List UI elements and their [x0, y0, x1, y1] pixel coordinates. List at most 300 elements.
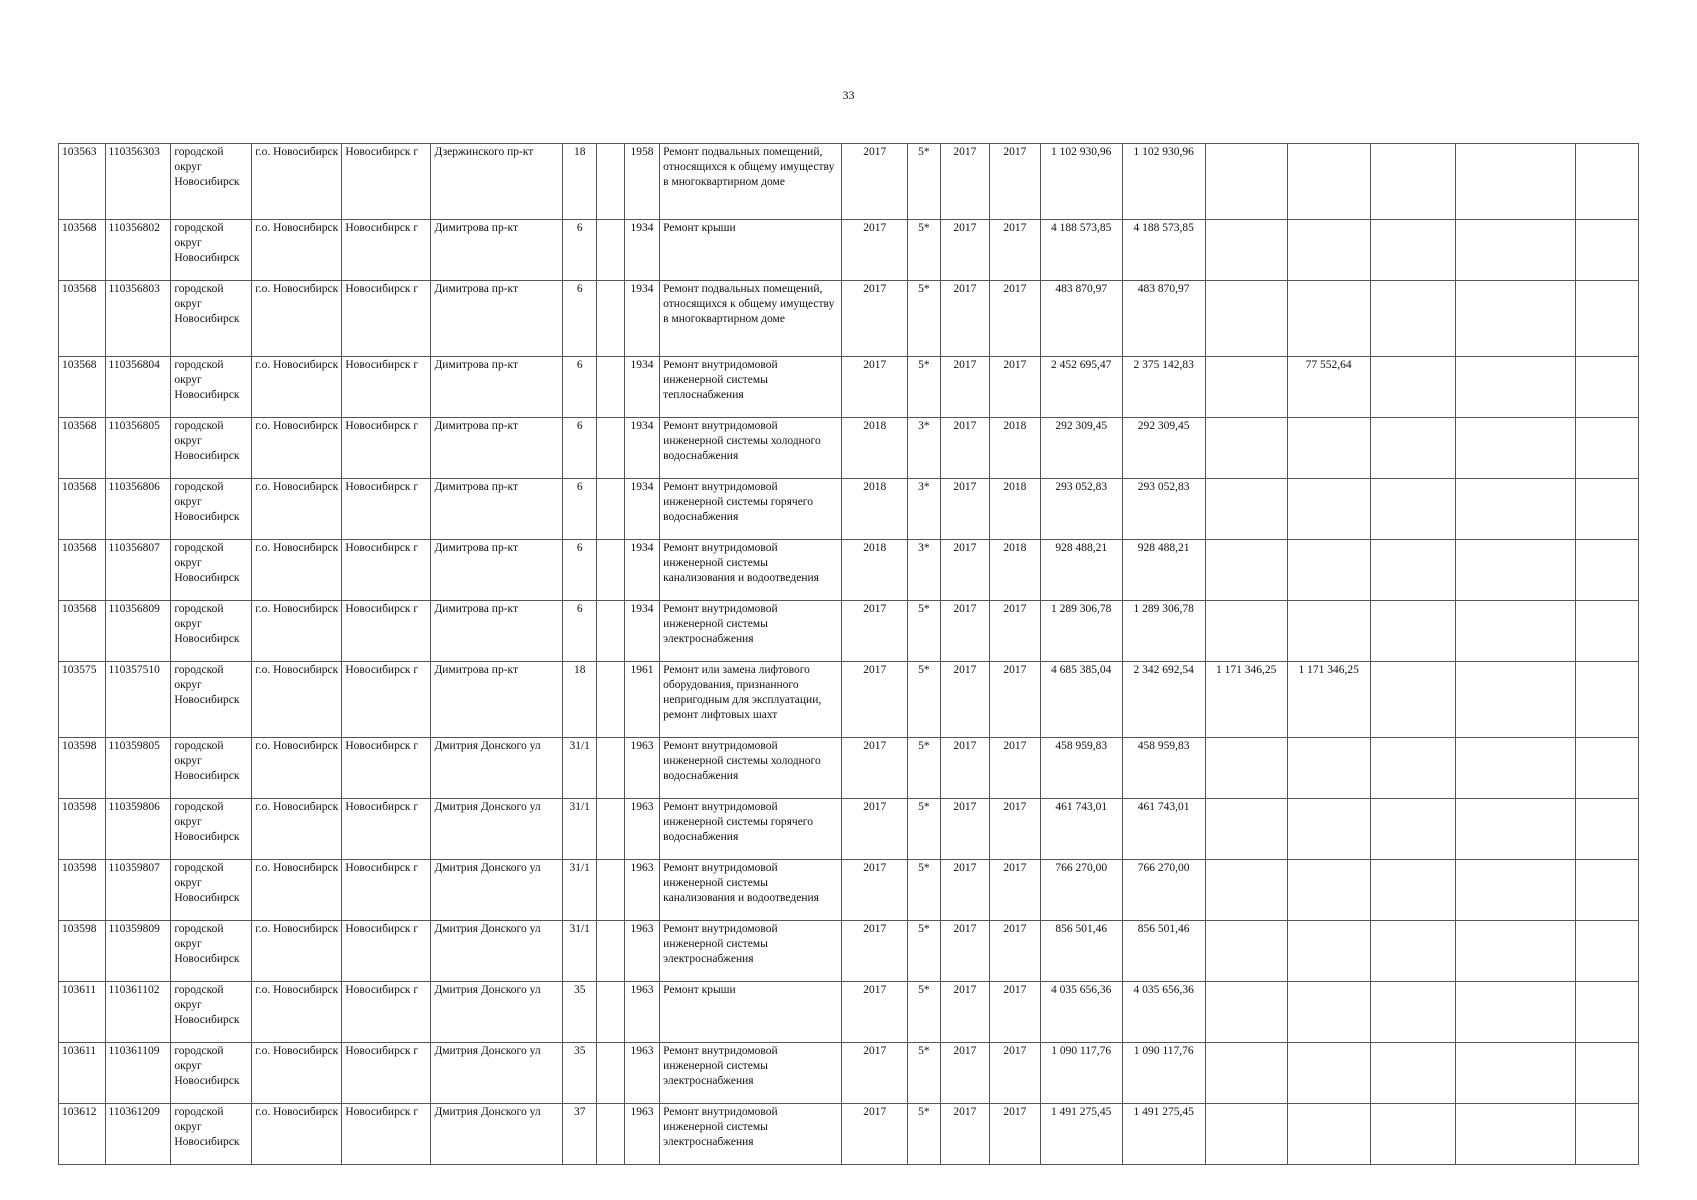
municipality-cell: городской округ Новосибирск — [171, 418, 252, 479]
building-cell — [597, 982, 624, 1043]
plan-year-cell: 2017 — [842, 799, 908, 860]
owners-cost-cell — [1455, 1104, 1575, 1165]
regional-cost-cell: 1 171 346,25 — [1287, 662, 1370, 738]
fund-cost-cell: 458 959,83 — [1122, 738, 1205, 799]
regional-cost-cell — [1287, 144, 1370, 220]
house-number-cell: 6 — [563, 220, 597, 281]
regional-cost-cell — [1287, 1104, 1370, 1165]
total-cost-cell: 1 491 275,45 — [1040, 1104, 1122, 1165]
work-type-cell: Ремонт внутридомовой инженерной системы холодного водоснабжения — [660, 738, 842, 799]
municipality-cell: городской округ Новосибирск — [171, 799, 252, 860]
local-cost-cell — [1370, 601, 1455, 662]
settlement-cell: Новосибирск г — [342, 220, 431, 281]
local-cost-cell — [1370, 144, 1455, 220]
settlement-cell: Новосибирск г — [342, 144, 431, 220]
settlement-cell: Новосибирск г — [342, 921, 431, 982]
local-cost-cell — [1370, 738, 1455, 799]
year-built-cell: 1963 — [624, 1104, 659, 1165]
total-cost-cell: 4 188 573,85 — [1040, 220, 1122, 281]
table-row — [59, 799, 1639, 860]
owners-cost-cell — [1455, 418, 1575, 479]
work-id-cell: 110359807 — [105, 860, 171, 921]
federal-cost-cell: 1 171 346,25 — [1205, 662, 1287, 738]
table-row — [59, 357, 1639, 418]
fund-cost-cell: 292 309,45 — [1122, 418, 1205, 479]
street-cell: Дмитрия Донского ул — [431, 799, 563, 860]
end-year-cell: 2017 — [990, 357, 1041, 418]
start-year-cell: 2017 — [940, 418, 990, 479]
house-id-cell: 103568 — [59, 418, 106, 479]
fund-cost-cell: 4 035 656,36 — [1122, 982, 1205, 1043]
federal-cost-cell — [1205, 982, 1287, 1043]
start-year-cell: 2017 — [940, 601, 990, 662]
end-year-cell: 2017 — [990, 144, 1041, 220]
building-cell — [597, 921, 624, 982]
table-row — [59, 860, 1639, 921]
street-cell: Димитрова пр-кт — [431, 662, 563, 738]
work-id-cell: 110359806 — [105, 799, 171, 860]
regional-cost-cell — [1287, 281, 1370, 357]
table-row — [59, 540, 1639, 601]
building-cell — [597, 144, 624, 220]
house-id-cell: 103563 — [59, 144, 106, 220]
house-id-cell: 103611 — [59, 1043, 106, 1104]
total-cost-cell: 928 488,21 — [1040, 540, 1122, 601]
plan-year-cell: 2017 — [842, 1043, 908, 1104]
house-number-cell: 6 — [563, 540, 597, 601]
street-cell: Дмитрия Донского ул — [431, 982, 563, 1043]
house-id-cell: 103568 — [59, 601, 106, 662]
federal-cost-cell — [1205, 144, 1287, 220]
street-cell: Димитрова пр-кт — [431, 479, 563, 540]
extra-cell — [1576, 982, 1639, 1043]
house-number-cell: 18 — [563, 662, 597, 738]
end-year-cell: 2017 — [990, 799, 1041, 860]
start-year-cell: 2017 — [940, 921, 990, 982]
regional-cost-cell — [1287, 799, 1370, 860]
end-year-cell: 2017 — [990, 220, 1041, 281]
end-year-cell: 2017 — [990, 860, 1041, 921]
end-year-cell: 2017 — [990, 662, 1041, 738]
regional-cost-cell — [1287, 601, 1370, 662]
extra-cell — [1576, 799, 1639, 860]
house-id-cell: 103575 — [59, 662, 106, 738]
street-cell: Димитрова пр-кт — [431, 220, 563, 281]
work-type-cell: Ремонт внутридомовой инженерной системы горячего водоснабжения — [660, 479, 842, 540]
start-year-cell: 2017 — [940, 540, 990, 601]
end-year-cell: 2018 — [990, 540, 1041, 601]
fund-cost-cell: 1 289 306,78 — [1122, 601, 1205, 662]
plan-year-cell: 2017 — [842, 921, 908, 982]
start-year-cell: 2017 — [940, 357, 990, 418]
plan-year-cell: 2017 — [842, 1104, 908, 1165]
year-built-cell: 1963 — [624, 982, 659, 1043]
plan-year-cell: 2018 — [842, 479, 908, 540]
settlement-cell: Новосибирск г — [342, 601, 431, 662]
year-built-cell: 1934 — [624, 220, 659, 281]
settlement-cell: Новосибирск г — [342, 860, 431, 921]
total-cost-cell: 856 501,46 — [1040, 921, 1122, 982]
regional-cost-cell — [1287, 921, 1370, 982]
fund-cost-cell: 461 743,01 — [1122, 799, 1205, 860]
plan-year-cell: 2018 — [842, 540, 908, 601]
table-row — [59, 921, 1639, 982]
plan-year-cell: 2017 — [842, 860, 908, 921]
house-id-cell: 103598 — [59, 799, 106, 860]
capital-repair-table — [58, 143, 1639, 1165]
year-built-cell: 1934 — [624, 281, 659, 357]
extra-cell — [1576, 1104, 1639, 1165]
house-number-cell: 37 — [563, 1104, 597, 1165]
owners-cost-cell — [1455, 738, 1575, 799]
owners-cost-cell — [1455, 144, 1575, 220]
street-cell: Димитрова пр-кт — [431, 540, 563, 601]
end-year-cell: 2017 — [990, 921, 1041, 982]
settlement-cell: Новосибирск г — [342, 1043, 431, 1104]
fund-cost-cell: 2 375 142,83 — [1122, 357, 1205, 418]
house-id-cell: 103611 — [59, 982, 106, 1043]
total-cost-cell: 483 870,97 — [1040, 281, 1122, 357]
settlement-cell: Новосибирск г — [342, 540, 431, 601]
work-type-cell: Ремонт внутридомовой инженерной системы канализования и водоотведения — [660, 540, 842, 601]
federal-cost-cell — [1205, 540, 1287, 601]
regional-cost-cell — [1287, 738, 1370, 799]
local-cost-cell — [1370, 982, 1455, 1043]
year-built-cell: 1963 — [624, 799, 659, 860]
settlement-cell: Новосибирск г — [342, 799, 431, 860]
municipality-cell: городской округ Новосибирск — [171, 281, 252, 357]
house-id-cell: 103568 — [59, 357, 106, 418]
category-cell: 5* — [908, 144, 940, 220]
municipality-cell: городской округ Новосибирск — [171, 1043, 252, 1104]
work-type-cell: Ремонт внутридомовой инженерной системы электроснабжения — [660, 1104, 842, 1165]
local-cost-cell — [1370, 799, 1455, 860]
house-number-cell: 6 — [563, 418, 597, 479]
street-cell: Димитрова пр-кт — [431, 281, 563, 357]
extra-cell — [1576, 418, 1639, 479]
building-cell — [597, 281, 624, 357]
plan-year-cell: 2017 — [842, 281, 908, 357]
federal-cost-cell — [1205, 418, 1287, 479]
municipality-cell: городской округ Новосибирск — [171, 479, 252, 540]
extra-cell — [1576, 357, 1639, 418]
category-cell: 5* — [908, 738, 940, 799]
settlement-cell: Новосибирск г — [342, 662, 431, 738]
local-cost-cell — [1370, 220, 1455, 281]
plan-year-cell: 2017 — [842, 220, 908, 281]
fund-cost-cell: 766 270,00 — [1122, 860, 1205, 921]
start-year-cell: 2017 — [940, 982, 990, 1043]
settlement-cell: Новосибирск г — [342, 738, 431, 799]
regional-cost-cell — [1287, 540, 1370, 601]
owners-cost-cell — [1455, 220, 1575, 281]
extra-cell — [1576, 540, 1639, 601]
extra-cell — [1576, 1043, 1639, 1104]
extra-cell — [1576, 479, 1639, 540]
owners-cost-cell — [1455, 601, 1575, 662]
category-cell: 5* — [908, 281, 940, 357]
street-cell: Дмитрия Донского ул — [431, 1104, 563, 1165]
owners-cost-cell — [1455, 662, 1575, 738]
owners-cost-cell — [1455, 921, 1575, 982]
house-id-cell: 103598 — [59, 921, 106, 982]
house-number-cell: 35 — [563, 982, 597, 1043]
house-number-cell: 6 — [563, 357, 597, 418]
house-number-cell: 31/1 — [563, 799, 597, 860]
building-cell — [597, 799, 624, 860]
table-row — [59, 662, 1639, 738]
owners-cost-cell — [1455, 281, 1575, 357]
plan-year-cell: 2018 — [842, 418, 908, 479]
extra-cell — [1576, 738, 1639, 799]
category-cell: 5* — [908, 220, 940, 281]
district-cell: г.о. Новосибирск — [252, 220, 342, 281]
start-year-cell: 2017 — [940, 144, 990, 220]
owners-cost-cell — [1455, 860, 1575, 921]
municipality-cell: городской округ Новосибирск — [171, 1104, 252, 1165]
category-cell: 5* — [908, 1104, 940, 1165]
regional-cost-cell — [1287, 418, 1370, 479]
extra-cell — [1576, 281, 1639, 357]
house-id-cell: 103568 — [59, 281, 106, 357]
table-row — [59, 601, 1639, 662]
category-cell: 5* — [908, 921, 940, 982]
street-cell: Димитрова пр-кт — [431, 601, 563, 662]
year-built-cell: 1934 — [624, 601, 659, 662]
district-cell: г.о. Новосибирск — [252, 799, 342, 860]
federal-cost-cell — [1205, 799, 1287, 860]
year-built-cell: 1961 — [624, 662, 659, 738]
work-type-cell: Ремонт крыши — [660, 982, 842, 1043]
house-number-cell: 18 — [563, 144, 597, 220]
district-cell: г.о. Новосибирск — [252, 601, 342, 662]
house-id-cell: 103568 — [59, 540, 106, 601]
extra-cell — [1576, 860, 1639, 921]
work-type-cell: Ремонт внутридомовой инженерной системы электроснабжения — [660, 601, 842, 662]
street-cell: Дзержинского пр-кт — [431, 144, 563, 220]
category-cell: 5* — [908, 662, 940, 738]
start-year-cell: 2017 — [940, 479, 990, 540]
municipality-cell: городской округ Новосибирск — [171, 601, 252, 662]
work-id-cell: 110359809 — [105, 921, 171, 982]
settlement-cell: Новосибирск г — [342, 1104, 431, 1165]
table-row — [59, 982, 1639, 1043]
category-cell: 5* — [908, 1043, 940, 1104]
plan-year-cell: 2017 — [842, 738, 908, 799]
year-built-cell: 1963 — [624, 860, 659, 921]
end-year-cell: 2018 — [990, 418, 1041, 479]
district-cell: г.о. Новосибирск — [252, 662, 342, 738]
building-cell — [597, 418, 624, 479]
house-number-cell: 31/1 — [563, 921, 597, 982]
fund-cost-cell: 928 488,21 — [1122, 540, 1205, 601]
total-cost-cell: 293 052,83 — [1040, 479, 1122, 540]
federal-cost-cell — [1205, 1104, 1287, 1165]
category-cell: 3* — [908, 540, 940, 601]
house-number-cell: 6 — [563, 281, 597, 357]
district-cell: г.о. Новосибирск — [252, 357, 342, 418]
year-built-cell: 1934 — [624, 418, 659, 479]
regional-cost-cell: 77 552,64 — [1287, 357, 1370, 418]
start-year-cell: 2017 — [940, 281, 990, 357]
end-year-cell: 2017 — [990, 738, 1041, 799]
table-row — [59, 281, 1639, 357]
end-year-cell: 2017 — [990, 281, 1041, 357]
building-cell — [597, 357, 624, 418]
work-id-cell: 110356804 — [105, 357, 171, 418]
regional-cost-cell — [1287, 220, 1370, 281]
page-number: 33 — [842, 88, 855, 102]
district-cell: г.о. Новосибирск — [252, 479, 342, 540]
category-cell: 5* — [908, 860, 940, 921]
building-cell — [597, 738, 624, 799]
plan-year-cell: 2017 — [842, 662, 908, 738]
settlement-cell: Новосибирск г — [342, 357, 431, 418]
work-type-cell: Ремонт или замена лифтового оборудования, признанного непригодным для эксплуатации, ремонт лифтовых шахт — [660, 662, 842, 738]
work-type-cell: Ремонт крыши — [660, 220, 842, 281]
local-cost-cell — [1370, 281, 1455, 357]
building-cell — [597, 540, 624, 601]
fund-cost-cell: 1 090 117,76 — [1122, 1043, 1205, 1104]
category-cell: 5* — [908, 357, 940, 418]
street-cell: Дмитрия Донского ул — [431, 738, 563, 799]
local-cost-cell — [1370, 662, 1455, 738]
work-id-cell: 110356802 — [105, 220, 171, 281]
year-built-cell: 1934 — [624, 479, 659, 540]
extra-cell — [1576, 601, 1639, 662]
street-cell: Дмитрия Донского ул — [431, 921, 563, 982]
work-type-cell: Ремонт подвальных помещений, относящихся к общему имуществу в многоквартирном доме — [660, 144, 842, 220]
year-built-cell: 1958 — [624, 144, 659, 220]
work-id-cell: 110361109 — [105, 1043, 171, 1104]
table-row — [59, 479, 1639, 540]
year-built-cell: 1963 — [624, 738, 659, 799]
table-row — [59, 144, 1639, 220]
house-id-cell: 103598 — [59, 860, 106, 921]
owners-cost-cell — [1455, 540, 1575, 601]
table-row — [59, 418, 1639, 479]
total-cost-cell: 1 102 930,96 — [1040, 144, 1122, 220]
category-cell: 5* — [908, 799, 940, 860]
end-year-cell: 2017 — [990, 982, 1041, 1043]
regional-cost-cell — [1287, 479, 1370, 540]
owners-cost-cell — [1455, 799, 1575, 860]
building-cell — [597, 220, 624, 281]
municipality-cell: городской округ Новосибирск — [171, 982, 252, 1043]
work-type-cell: Ремонт внутридомовой инженерной системы холодного водоснабжения — [660, 418, 842, 479]
regional-cost-cell — [1287, 982, 1370, 1043]
year-built-cell: 1934 — [624, 540, 659, 601]
work-type-cell: Ремонт внутридомовой инженерной системы электроснабжения — [660, 921, 842, 982]
municipality-cell: городской округ Новосибирск — [171, 540, 252, 601]
federal-cost-cell — [1205, 281, 1287, 357]
work-type-cell: Ремонт подвальных помещений, относящихся к общему имуществу в многоквартирном доме — [660, 281, 842, 357]
building-cell — [597, 601, 624, 662]
federal-cost-cell — [1205, 860, 1287, 921]
federal-cost-cell — [1205, 220, 1287, 281]
local-cost-cell — [1370, 921, 1455, 982]
federal-cost-cell — [1205, 357, 1287, 418]
work-id-cell: 110356806 — [105, 479, 171, 540]
district-cell: г.о. Новосибирск — [252, 418, 342, 479]
plan-year-cell: 2017 — [842, 144, 908, 220]
year-built-cell: 1963 — [624, 921, 659, 982]
fund-cost-cell: 4 188 573,85 — [1122, 220, 1205, 281]
start-year-cell: 2017 — [940, 860, 990, 921]
federal-cost-cell — [1205, 1043, 1287, 1104]
municipality-cell: городской округ Новосибирск — [171, 144, 252, 220]
start-year-cell: 2017 — [940, 662, 990, 738]
house-number-cell: 6 — [563, 601, 597, 662]
total-cost-cell: 766 270,00 — [1040, 860, 1122, 921]
category-cell: 3* — [908, 479, 940, 540]
year-built-cell: 1963 — [624, 1043, 659, 1104]
work-id-cell: 110361102 — [105, 982, 171, 1043]
total-cost-cell: 4 035 656,36 — [1040, 982, 1122, 1043]
year-built-cell: 1934 — [624, 357, 659, 418]
district-cell: г.о. Новосибирск — [252, 982, 342, 1043]
federal-cost-cell — [1205, 601, 1287, 662]
regional-cost-cell — [1287, 1043, 1370, 1104]
extra-cell — [1576, 220, 1639, 281]
federal-cost-cell — [1205, 479, 1287, 540]
table-row — [59, 220, 1639, 281]
municipality-cell: городской округ Новосибирск — [171, 921, 252, 982]
extra-cell — [1576, 662, 1639, 738]
district-cell: г.о. Новосибирск — [252, 281, 342, 357]
street-cell: Димитрова пр-кт — [431, 418, 563, 479]
settlement-cell: Новосибирск г — [342, 479, 431, 540]
owners-cost-cell — [1455, 479, 1575, 540]
municipality-cell: городской округ Новосибирск — [171, 220, 252, 281]
work-id-cell: 110356807 — [105, 540, 171, 601]
building-cell — [597, 1043, 624, 1104]
total-cost-cell: 1 289 306,78 — [1040, 601, 1122, 662]
district-cell: г.о. Новосибирск — [252, 540, 342, 601]
work-type-cell: Ремонт внутридомовой инженерной системы теплоснабжения — [660, 357, 842, 418]
start-year-cell: 2017 — [940, 1104, 990, 1165]
local-cost-cell — [1370, 540, 1455, 601]
extra-cell — [1576, 921, 1639, 982]
category-cell: 5* — [908, 601, 940, 662]
house-number-cell: 35 — [563, 1043, 597, 1104]
settlement-cell: Новосибирск г — [342, 281, 431, 357]
local-cost-cell — [1370, 860, 1455, 921]
table-row — [59, 1043, 1639, 1104]
total-cost-cell: 458 959,83 — [1040, 738, 1122, 799]
district-cell: г.о. Новосибирск — [252, 738, 342, 799]
table-row — [59, 738, 1639, 799]
building-cell — [597, 1104, 624, 1165]
work-id-cell: 110357510 — [105, 662, 171, 738]
municipality-cell: городской округ Новосибирск — [171, 860, 252, 921]
work-id-cell: 110359805 — [105, 738, 171, 799]
local-cost-cell — [1370, 1043, 1455, 1104]
building-cell — [597, 479, 624, 540]
district-cell: г.о. Новосибирск — [252, 1104, 342, 1165]
work-type-cell: Ремонт внутридомовой инженерной системы электроснабжения — [660, 1043, 842, 1104]
start-year-cell: 2017 — [940, 799, 990, 860]
settlement-cell: Новосибирск г — [342, 418, 431, 479]
start-year-cell: 2017 — [940, 220, 990, 281]
building-cell — [597, 860, 624, 921]
house-number-cell: 31/1 — [563, 860, 597, 921]
house-id-cell: 103598 — [59, 738, 106, 799]
fund-cost-cell: 483 870,97 — [1122, 281, 1205, 357]
fund-cost-cell: 856 501,46 — [1122, 921, 1205, 982]
owners-cost-cell — [1455, 357, 1575, 418]
end-year-cell: 2017 — [990, 1043, 1041, 1104]
